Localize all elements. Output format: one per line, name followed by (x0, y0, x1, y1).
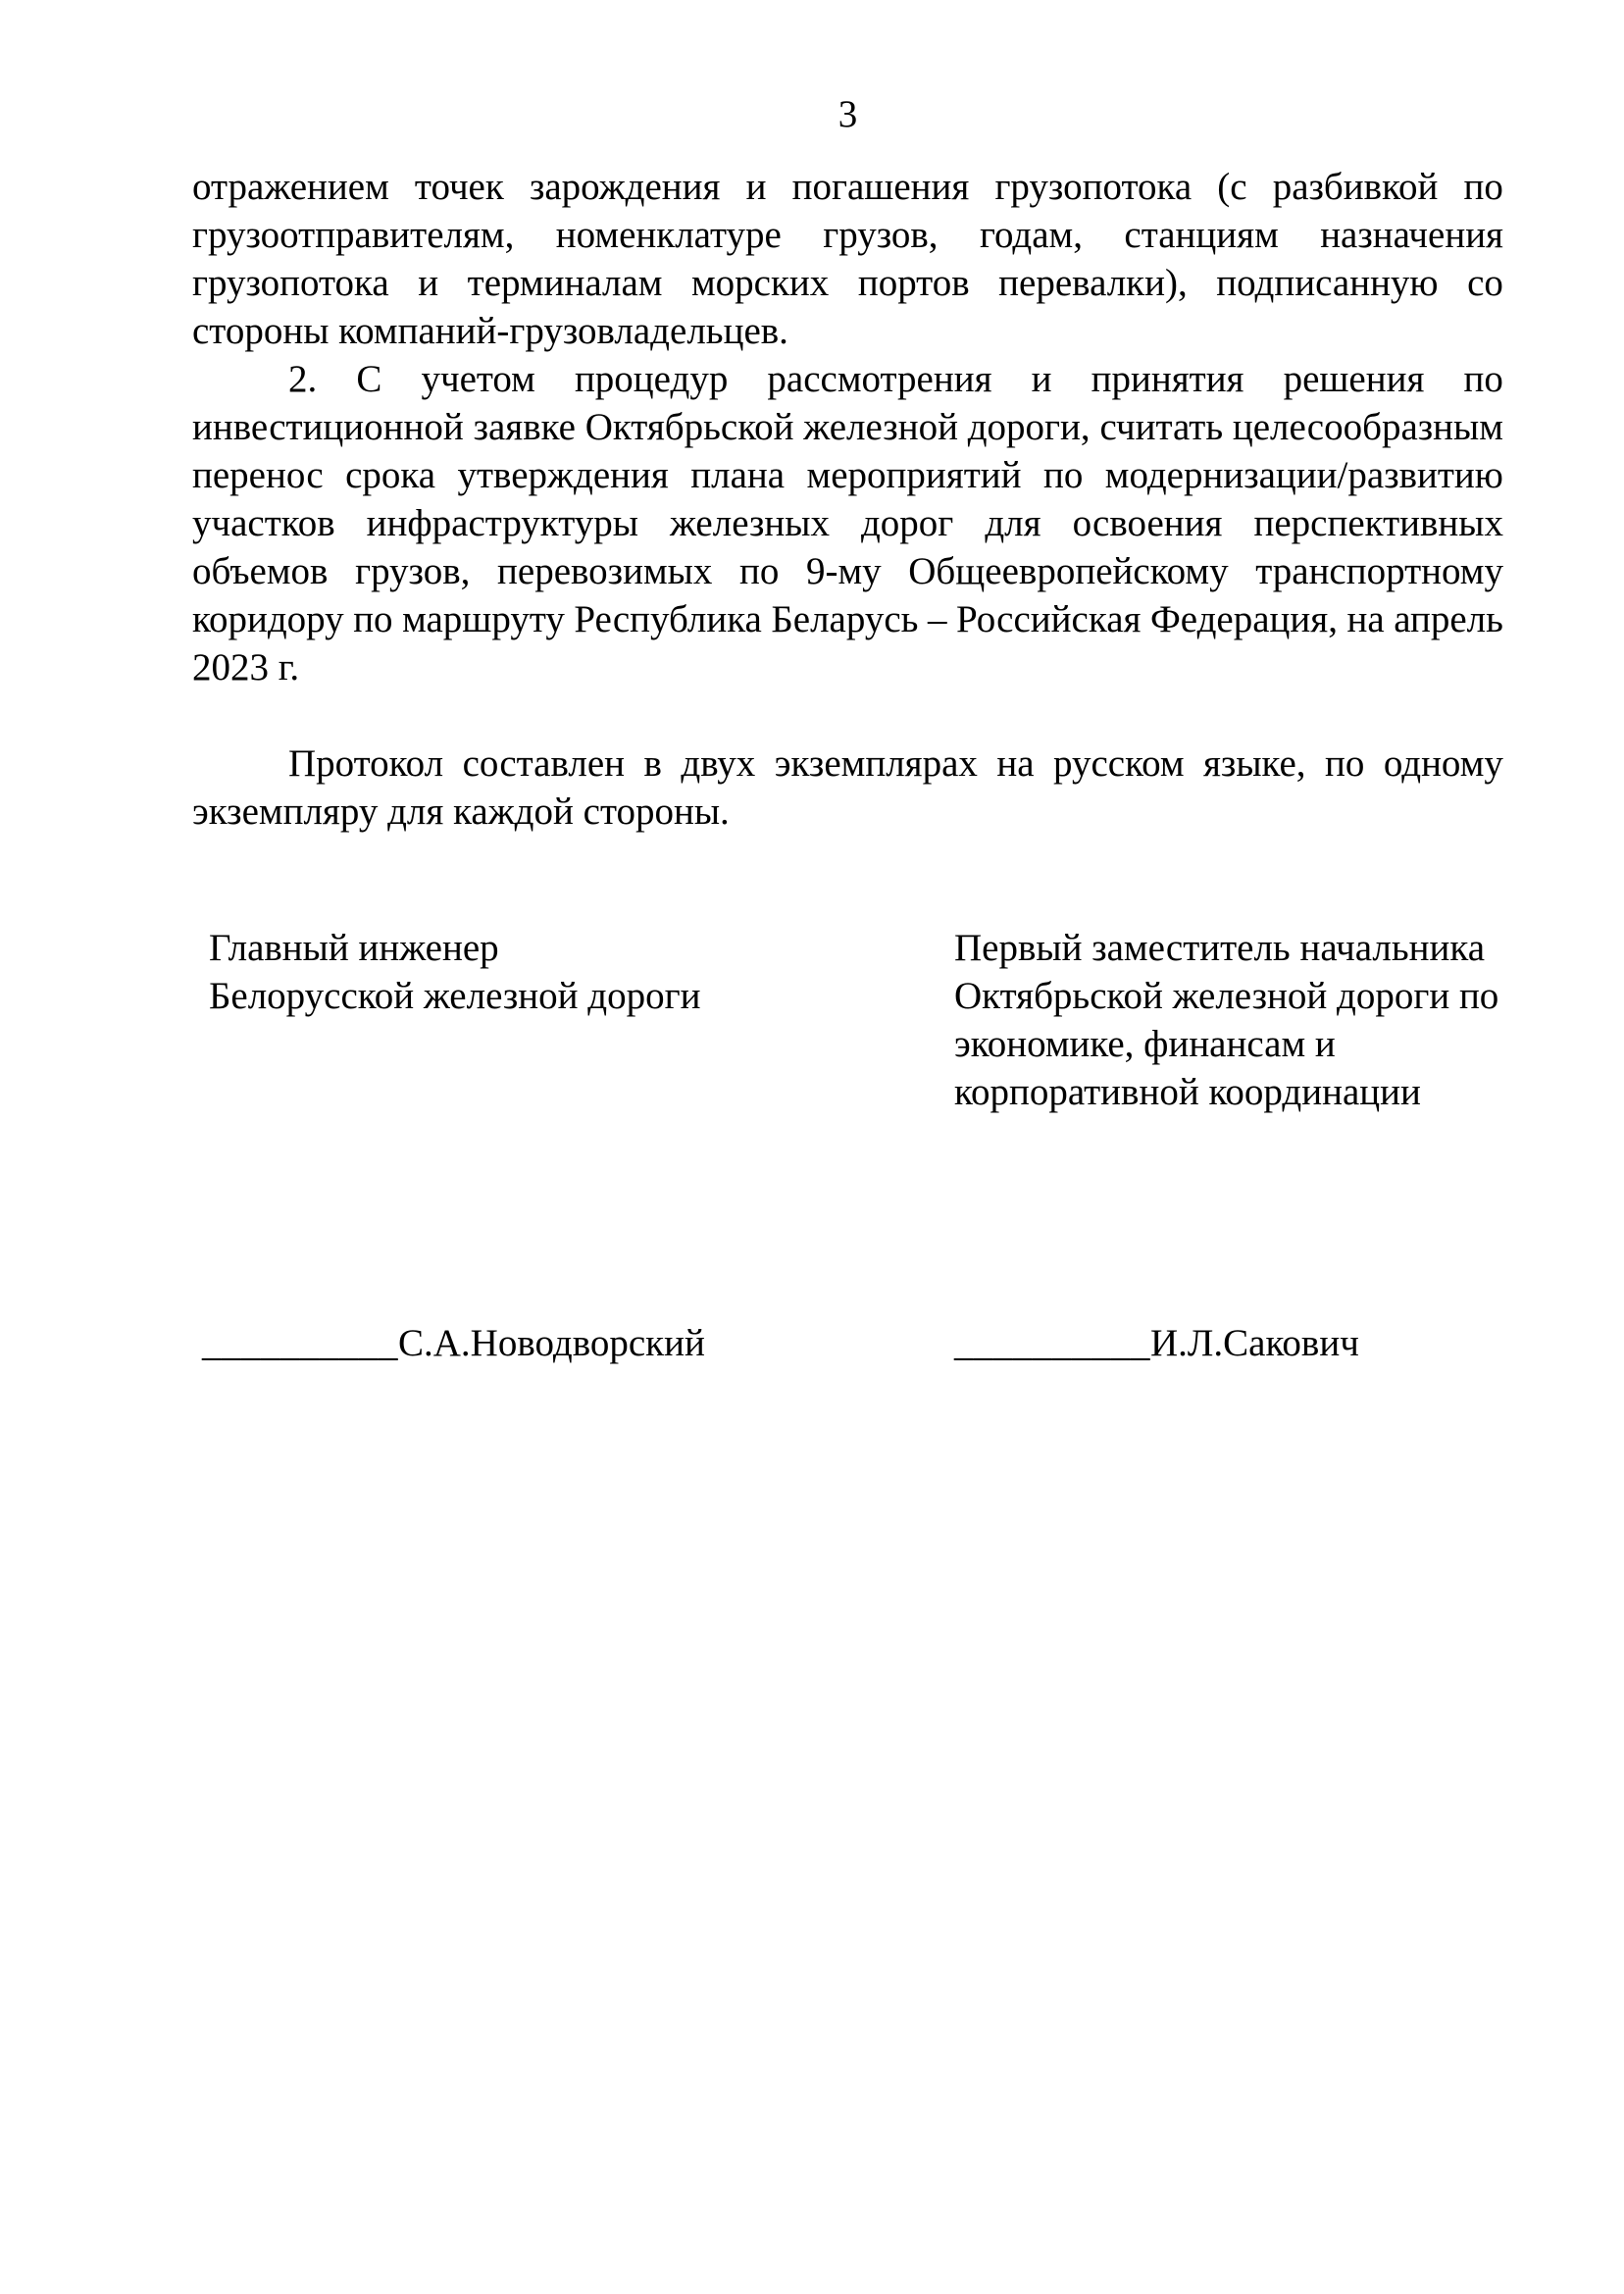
text-line: Протокол составлен в двух экземплярах на русском языке, по одному (288, 742, 1503, 785)
signature-right (954, 1319, 1359, 1367)
page-number: 3 (837, 93, 858, 135)
text-line: грузопотока и терминалам морских портов перевалки), подписанную со (192, 262, 1503, 304)
signature-blank-line-right: __________ (954, 1322, 1150, 1364)
text-line: корпоративной координации (954, 1071, 1421, 1113)
text-line: инвестиционной заявке Октябрьской железной дороги, считать целесообразным (192, 406, 1503, 448)
signature-name-right: И.Л.Сакович (1150, 1322, 1359, 1364)
text-line: коридору по маршруту Республика Беларусь – Российская Федерация, на апрель (192, 598, 1503, 640)
text-line: перенос срока утверждения плана мероприятий по модернизации/развитию (192, 454, 1503, 496)
text-line: Первый заместитель начальника (954, 927, 1486, 969)
signature-title-right (954, 915, 1499, 1113)
text-line: 2. С учетом процедур рассмотрения и принятия решения по (288, 358, 1503, 400)
text-line: экономике, финансам и (954, 1023, 1336, 1065)
document-body (192, 163, 1503, 836)
text-line: Октябрьской железной дороги по (954, 975, 1499, 1017)
text-line: Главный инженер (209, 927, 499, 969)
text-line: отражением точек зарождения и погашения грузопотока (с разбивкой по (192, 166, 1503, 208)
signature-blank-line-left: __________ (202, 1322, 398, 1364)
text-line: экземпляру для каждой стороны. (192, 790, 730, 833)
text-line: Белорусской железной дороги (209, 975, 701, 1017)
signature-name-left: С.А.Новодворский (398, 1322, 705, 1364)
text-line: объемов грузов, перевозимых по 9-му Общеевропейскому транспортному (192, 550, 1503, 592)
text-line: участков инфраструктуры железных дорог для освоения перспективных (192, 502, 1503, 544)
paragraph-protocol-copies (192, 739, 1503, 836)
text-line: грузоотправителям, номенклатуре грузов, годам, станциям назначения (192, 214, 1503, 256)
text-line: стороны компаний-грузовладельцев. (192, 310, 788, 352)
signature-left (202, 1319, 705, 1367)
paragraph-cargo-flow (192, 163, 1503, 355)
paragraph-item-2 (192, 355, 1503, 691)
signature-title-left (209, 915, 701, 1017)
text-line: 2023 г. (192, 646, 300, 688)
